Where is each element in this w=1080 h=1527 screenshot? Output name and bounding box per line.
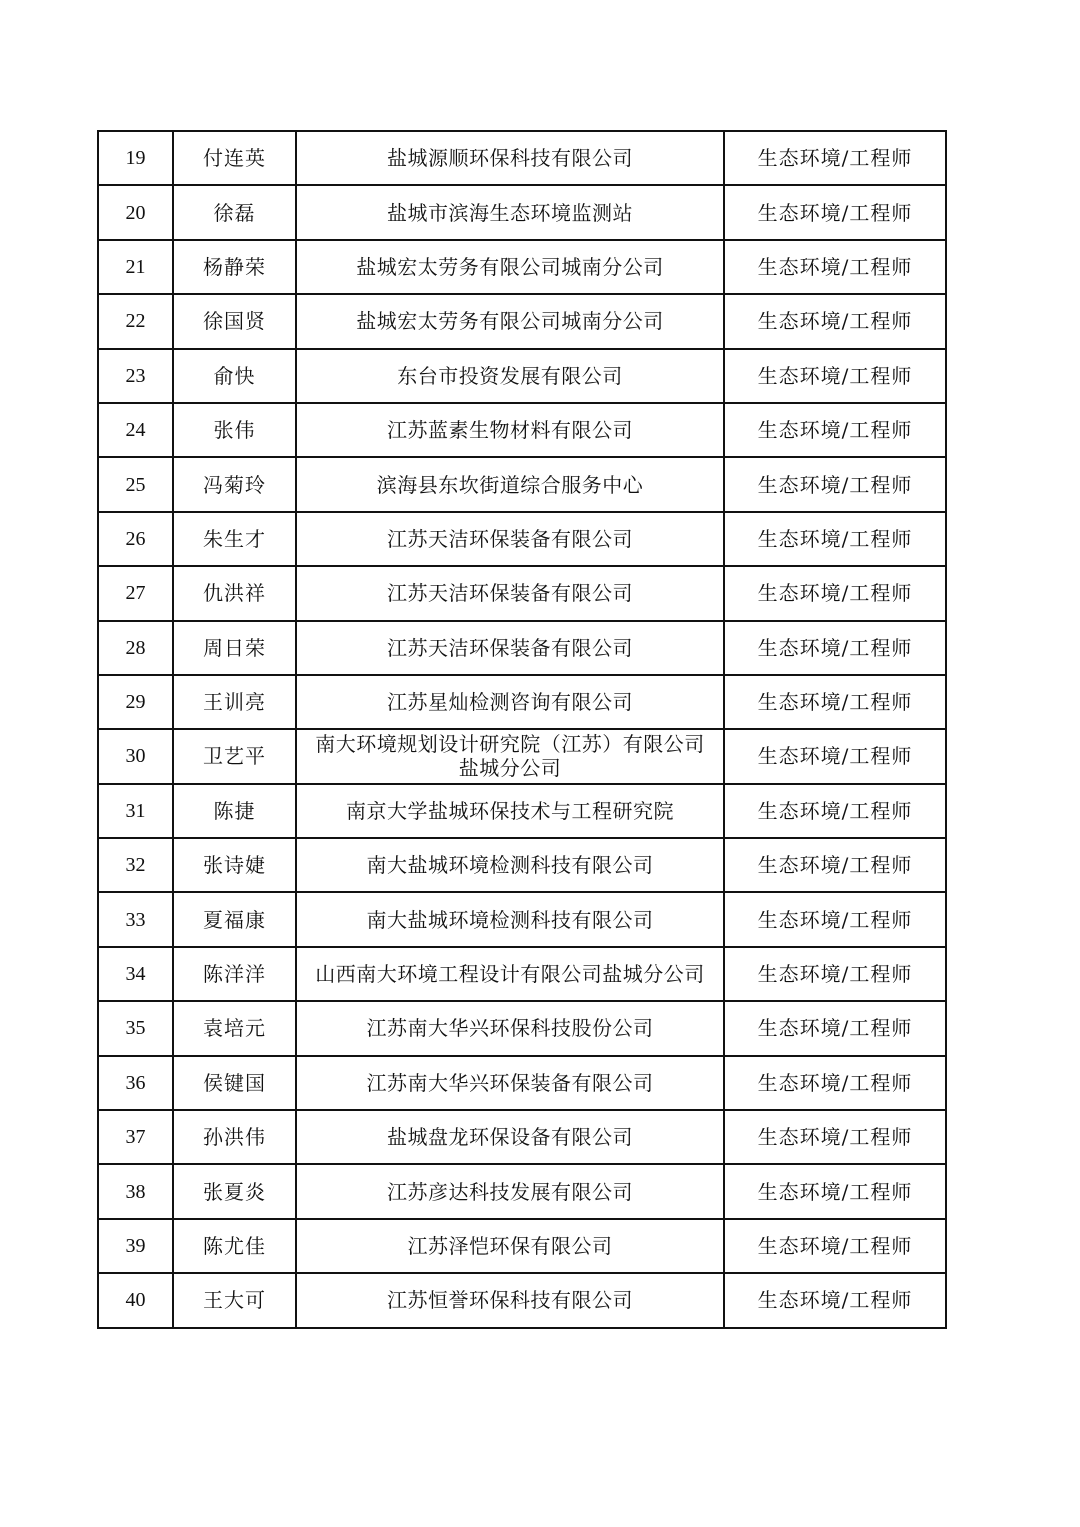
employer-name-line: 江苏泽恺环保有限公司 <box>407 1234 613 1258</box>
title-category-cell: 生态环境/工程师 <box>724 403 946 457</box>
employer-cell <box>296 1164 724 1218</box>
table-row <box>98 131 946 185</box>
person-name-cell: 张夏炎 <box>173 1164 296 1218</box>
person-name-cell: 周日荣 <box>173 621 296 675</box>
table-row <box>98 1056 946 1110</box>
serial-number-cell: 38 <box>98 1164 173 1218</box>
employer-name-line: 滨海县东坎街道综合服务中心 <box>376 472 644 497</box>
table-row <box>98 1164 946 1218</box>
employer-name-line: 江苏南大华兴环保科技股份公司 <box>366 1016 654 1041</box>
employer-name-line: 盐城市滨海生态环境监测站 <box>387 200 633 225</box>
serial-number-cell: 20 <box>98 185 173 239</box>
roster-table <box>97 130 947 1329</box>
employer-cell <box>296 240 724 294</box>
title-category-cell: 生态环境/工程师 <box>724 457 946 511</box>
title-category-cell: 生态环境/工程师 <box>724 1001 946 1055</box>
person-name-cell: 俞快 <box>173 349 296 403</box>
employer-cell <box>296 294 724 348</box>
employer-cell <box>296 457 724 511</box>
person-name-cell: 仇洪祥 <box>173 566 296 620</box>
employer-cell <box>296 1273 724 1327</box>
employer-name-line: 南大盐城环境检测科技有限公司 <box>366 907 654 932</box>
table-row <box>98 729 946 783</box>
employer-cell <box>296 1110 724 1164</box>
person-name-cell: 卫艺平 <box>173 729 296 783</box>
employer-name-line: 江苏蓝素生物材料有限公司 <box>387 418 633 443</box>
title-category-cell: 生态环境/工程师 <box>724 1110 946 1164</box>
employer-name-line: 盐城宏太劳务有限公司城南分公司 <box>356 254 664 279</box>
employer-cell <box>296 892 724 946</box>
serial-number-cell: 35 <box>98 1001 173 1055</box>
employer-cell <box>296 349 724 403</box>
title-category-cell: 生态环境/工程师 <box>724 947 946 1001</box>
table-row <box>98 349 946 403</box>
title-category-cell: 生态环境/工程师 <box>724 566 946 620</box>
person-name-cell: 朱生才 <box>173 512 296 566</box>
title-category-cell: 生态环境/工程师 <box>724 131 946 185</box>
employer-cell <box>296 1219 724 1273</box>
serial-number-cell: 40 <box>98 1273 173 1327</box>
employer-name-line: 南京大学盐城环保技术与工程研究院 <box>346 798 674 823</box>
table-row <box>98 1219 946 1273</box>
table-row <box>98 675 946 729</box>
table-row <box>98 240 946 294</box>
serial-number-cell: 25 <box>98 457 173 511</box>
title-category-cell: 生态环境/工程师 <box>724 621 946 675</box>
person-name-cell: 冯菊玲 <box>173 457 296 511</box>
title-category-cell: 生态环境/工程师 <box>724 1164 946 1218</box>
table-row <box>98 457 946 511</box>
title-category-cell: 生态环境/工程师 <box>724 185 946 239</box>
table-row <box>98 1110 946 1164</box>
serial-number-cell: 24 <box>98 403 173 457</box>
person-name-cell: 张伟 <box>173 403 296 457</box>
title-category-cell: 生态环境/工程师 <box>724 1273 946 1327</box>
serial-number-cell: 23 <box>98 349 173 403</box>
table-row <box>98 1273 946 1327</box>
employer-cell <box>296 784 724 838</box>
table-row <box>98 403 946 457</box>
table-row <box>98 294 946 348</box>
employer-name-line: 盐城源顺环保科技有限公司 <box>387 146 633 171</box>
serial-number-cell: 26 <box>98 512 173 566</box>
employer-cell <box>296 1056 724 1110</box>
employer-name-line: 江苏星灿检测咨询有限公司 <box>387 690 633 715</box>
table-row <box>98 838 946 892</box>
title-category-cell: 生态环境/工程师 <box>724 838 946 892</box>
table-row <box>98 1001 946 1055</box>
title-category-cell: 生态环境/工程师 <box>724 349 946 403</box>
person-name-cell: 付连英 <box>173 131 296 185</box>
serial-number-cell: 22 <box>98 294 173 348</box>
person-name-cell: 孙洪伟 <box>173 1110 296 1164</box>
title-category-cell: 生态环境/工程师 <box>724 675 946 729</box>
employer-name-line: 江苏天洁环保装备有限公司 <box>387 581 633 606</box>
serial-number-cell: 32 <box>98 838 173 892</box>
person-name-cell: 夏福康 <box>173 892 296 946</box>
title-category-cell: 生态环境/工程师 <box>724 1219 946 1273</box>
serial-number-cell: 37 <box>98 1110 173 1164</box>
employer-cell <box>296 131 724 185</box>
serial-number-cell: 36 <box>98 1056 173 1110</box>
serial-number-cell: 21 <box>98 240 173 294</box>
serial-number-cell: 28 <box>98 621 173 675</box>
serial-number-cell: 29 <box>98 675 173 729</box>
title-category-cell: 生态环境/工程师 <box>724 784 946 838</box>
serial-number-cell: 39 <box>98 1219 173 1273</box>
employer-name-line: 江苏天洁环保装备有限公司 <box>387 526 633 551</box>
serial-number-cell: 27 <box>98 566 173 620</box>
employer-cell <box>296 838 724 892</box>
person-name-cell: 徐磊 <box>173 185 296 239</box>
employer-cell <box>296 729 724 783</box>
employer-name-line: 盐城盘龙环保设备有限公司 <box>387 1125 633 1150</box>
employer-name-line: 江苏彦达科技发展有限公司 <box>387 1179 633 1204</box>
employer-name-line: 南大环境规划设计研究院（江苏）有限公司 <box>315 732 705 757</box>
serial-number-cell: 34 <box>98 947 173 1001</box>
employer-cell <box>296 675 724 729</box>
person-name-cell: 袁培元 <box>173 1001 296 1055</box>
person-name-cell: 徐国贤 <box>173 294 296 348</box>
employer-cell <box>296 403 724 457</box>
employer-cell <box>296 1001 724 1055</box>
employer-cell <box>296 947 724 1001</box>
employer-cell <box>296 566 724 620</box>
serial-number-cell: 30 <box>98 729 173 783</box>
title-category-cell: 生态环境/工程师 <box>724 240 946 294</box>
table-row <box>98 621 946 675</box>
employer-cell <box>296 512 724 566</box>
employer-name-line: 江苏恒誉环保科技有限公司 <box>387 1288 633 1313</box>
person-name-cell: 王训亮 <box>173 675 296 729</box>
person-name-cell: 侯键国 <box>173 1056 296 1110</box>
serial-number-cell: 33 <box>98 892 173 946</box>
table-row <box>98 566 946 620</box>
person-name-cell: 陈尤佳 <box>173 1219 296 1273</box>
person-name-cell: 陈捷 <box>173 784 296 838</box>
employer-cell <box>296 621 724 675</box>
person-name-cell: 杨静荣 <box>173 240 296 294</box>
employer-name-line: 盐城分公司 <box>458 756 562 781</box>
employer-name-line: 南大盐城环境检测科技有限公司 <box>366 853 654 878</box>
table-row <box>98 892 946 946</box>
title-category-cell: 生态环境/工程师 <box>724 729 946 783</box>
employer-name-line: 江苏天洁环保装备有限公司 <box>387 635 633 660</box>
table-row <box>98 947 946 1001</box>
employer-name-line: 江苏南大华兴环保装备有限公司 <box>366 1070 654 1095</box>
table-row <box>98 185 946 239</box>
employer-name-line: 山西南大环境工程设计有限公司盐城分公司 <box>315 962 705 987</box>
table-row <box>98 784 946 838</box>
title-category-cell: 生态环境/工程师 <box>724 892 946 946</box>
serial-number-cell: 19 <box>98 131 173 185</box>
employer-name-line: 盐城宏太劳务有限公司城南分公司 <box>356 309 664 334</box>
table-row <box>98 512 946 566</box>
person-name-cell: 陈洋洋 <box>173 947 296 1001</box>
person-name-cell: 张诗婕 <box>173 838 296 892</box>
employer-cell <box>296 185 724 239</box>
serial-number-cell: 31 <box>98 784 173 838</box>
person-name-cell: 王大可 <box>173 1273 296 1327</box>
title-category-cell: 生态环境/工程师 <box>724 1056 946 1110</box>
roster-table-body <box>98 131 946 1328</box>
title-category-cell: 生态环境/工程师 <box>724 512 946 566</box>
title-category-cell: 生态环境/工程师 <box>724 294 946 348</box>
employer-name-line: 东台市投资发展有限公司 <box>397 363 623 388</box>
